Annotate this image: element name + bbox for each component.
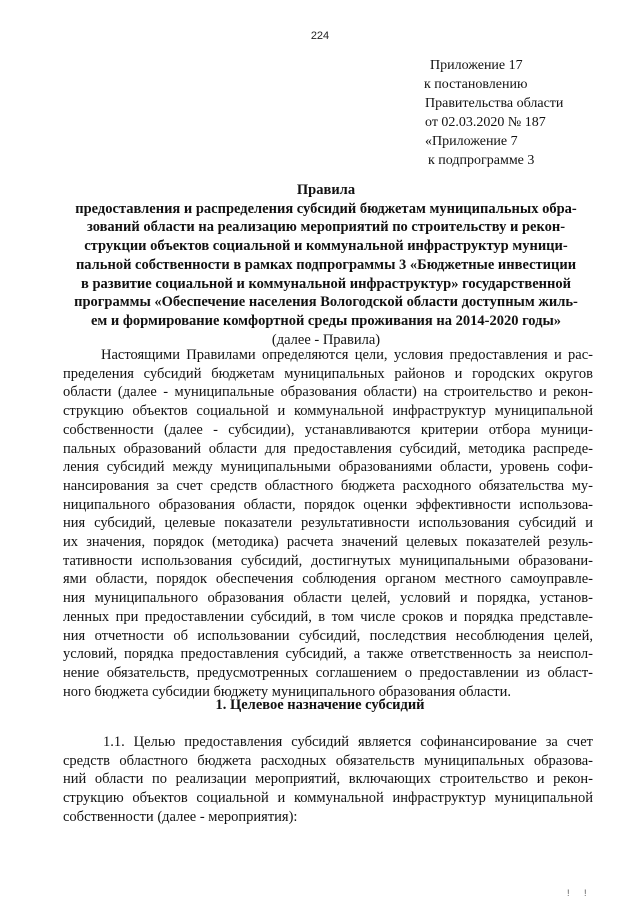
paragraph-line: нение обязательств, предусмотренных соглашением о предоставлении из област- [63,664,593,681]
title-line: в развитие социальной и коммунальной инфраструктур» государственной [81,275,571,292]
paragraph-line: их значения, порядок (методика) расчета значений целевых показателей резуль- [63,534,593,551]
paragraph-line: области (далее - муниципальные образования области) на строительство и рекон- [63,384,593,401]
paragraph-line: пальных образований области для предоставления субсидий, методика распреде- [63,440,593,457]
paragraph-line: средств областного бюджета расходных обязательств муниципальных образова- [63,752,593,769]
section1-paragraph [63,733,593,827]
paragraph-line: ленных при предоставлении субсидий, в том числе сроков и порядка представле- [63,608,593,625]
paragraph-line: ями области, порядок обеспечения соблюдения органом местного самоуправле- [63,571,593,588]
paragraph-line: ного бюджета субсидии бюджету муниципального образования области. [63,683,512,700]
paragraph-line: ния муниципального образования области целей, условий и порядка, установ- [63,590,593,607]
intro-paragraph [63,346,593,701]
paragraph-line: струкцию объектов социальной и коммунальной инфраструктур муниципальной [63,790,593,807]
paragraph-line: пределения субсидий бюджетам муниципальных районов и городских округов [63,365,593,382]
paragraph-line: ния субсидий, целевые показатели результативности использования субсидий и [63,515,593,532]
paragraph-line: ний области по реализации мероприятий, включающих строительство и рекон- [63,771,593,788]
title-line: пальной собственности в рамках подпрограммы 3 «Бюджетные инвестиции [75,256,577,273]
title-note: (далее - Правила) [271,331,381,348]
paragraph-line: тативности использования субсидий, достигнутых муниципальными образовани- [63,552,593,569]
paragraph-line: струкцию объектов социальной и коммунальной инфраструктур муниципальной [63,403,593,420]
paragraph-line: ниципального образования области, порядок оценки эффективности использова- [63,496,593,513]
paragraph-line: собственности (далее - субсидии), устанавливаются критерии отбора муници- [63,421,593,438]
paragraph-line: 1.1. Целью предоставления субсидий является софинансирование за счет [103,734,593,750]
footer-marks: ! ! [567,888,593,898]
paragraph-line: ния отчетности об использовании субсидий, последствия несоблюдения целей, [63,627,593,644]
paragraph-line: ления субсидий между муниципальными образованиями области, уровень софи- [63,459,593,476]
title-line: зований области на реализацию мероприятий по строительству и рекон- [86,219,566,236]
appendix-line: к подпрограмме 3 [428,153,535,168]
paragraph-line: нансирования за счет средств областного бюджета расходного обязательства му- [63,477,593,494]
paragraph-line: собственности (далее - мероприятия): [63,808,298,825]
appendix-line: Правительства области [425,96,564,111]
title-line: программы «Обеспечение населения Вологодской области доступным жиль- [74,294,578,311]
appendix-line: от 02.03.2020 № 187 [425,115,546,130]
appendix-line: к постановлению [424,77,528,92]
title-heading: Правила [296,182,356,198]
title-line: струкции объектов социальной и коммунальной инфраструктур муници- [84,238,568,255]
document-title [56,181,596,349]
title-line: предоставления и распределения субсидий бюджетам муниципальных обра- [75,200,577,217]
paragraph-line: условий, порядка предоставления субсидий, а также ответственность за неиспол- [63,646,593,663]
title-line: ем и формирование комфортной среды проживания на 2014-2020 годы» [90,312,562,329]
section-heading: 1. Целевое назначение субсидий [215,697,425,713]
paragraph-line: Настоящими Правилами определяются цели, условия предоставления и рас- [101,347,593,363]
appendix-line: «Приложение 7 [425,134,518,149]
appendix-line: Приложение 17 [430,58,523,73]
page-number: 224 [310,30,330,42]
